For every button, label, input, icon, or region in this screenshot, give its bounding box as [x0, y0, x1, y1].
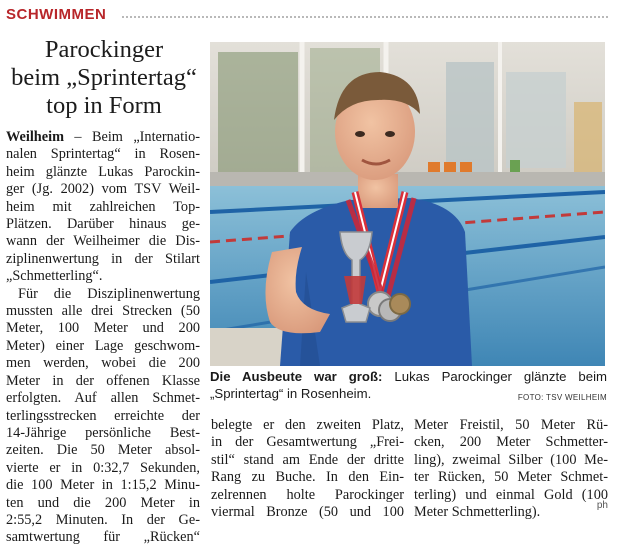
text-line: ger (Jg. 2002) vom TSV Weil-	[6, 181, 200, 198]
text-line: wann der Weilheimer die Dis-	[6, 233, 200, 250]
text-line: Rang zu Buche. In den Ein-	[211, 469, 404, 486]
text-line: Meter Freistil, 50 Meter Rü-	[414, 417, 608, 433]
article-column-3	[414, 417, 608, 521]
swimmer-photo-illustration	[210, 42, 605, 366]
text-line: ter Rücken, 50 Meter Schmet-	[414, 469, 608, 486]
caption-line: Die Ausbeute war groß: Lukas Parockinger glänzte beim	[210, 369, 607, 384]
text-line: ling), zweimal Silber (100 Me-	[414, 451, 608, 468]
photo-credit: FOTO: TSV WEILHEIM	[517, 393, 607, 402]
headline-line: Parockinger	[44, 36, 164, 63]
text-line: Plätzen. Darüber hinaus ge-	[6, 216, 200, 233]
article-column-1	[6, 129, 200, 547]
headline-line: top in Form	[46, 92, 162, 119]
text-line: „Schmetterling“.	[6, 268, 103, 285]
text-line: mussten alle drei Strecken (50	[6, 303, 200, 320]
text-line: viermal Bronze (50 und 100	[211, 504, 404, 521]
text-line: heim mit zahlreichen Top-	[6, 198, 200, 215]
caption-lead: Die Ausbeute war groß:	[210, 369, 383, 384]
text-line: Meter in der offenen Klasse	[6, 372, 200, 389]
text-line: 14-Jährige persönliche Best-	[6, 424, 200, 441]
text-line: ten und die 200 Meter in	[6, 494, 200, 511]
headline-line: beim „Sprintertag“	[11, 64, 197, 91]
text-line: Meter, 100 Meter und 200	[6, 320, 200, 337]
text-line: die 100 Meter in 1:15,2 Minu-	[6, 477, 200, 494]
text-line: belegte er den zweiten Platz,	[211, 417, 404, 433]
article-headline	[6, 36, 202, 120]
text-line: zelrennen holte Parockinger	[211, 486, 404, 503]
text-line: Meter) einer Lage geschwom-	[6, 337, 200, 354]
dateline: Weilheim	[6, 129, 64, 145]
text-line: 2:55,2 Minuten. In der Ge-	[6, 511, 200, 528]
author-initials: ph	[596, 500, 608, 511]
section-label: SCHWIMMEN	[6, 6, 107, 23]
article-column-2	[211, 417, 404, 521]
text-line: Weilheim – Beim „Internatio-	[6, 129, 200, 145]
text-line: heim glänzte Lukas Parockin-	[6, 163, 200, 180]
text-line: terlingsstrecken erreichte der	[6, 407, 200, 424]
text-line: men werden, wobei die 200	[6, 355, 200, 372]
section-divider	[122, 16, 608, 18]
caption-line: „Sprintertag“ in Rosenheim.	[210, 385, 372, 401]
article-photo	[210, 42, 605, 366]
text-line: erfolgten. Auf allen Schmet-	[6, 390, 200, 407]
text-line: in der Gesamtwertung „Frei-	[211, 434, 404, 451]
text-line: terling) und einmal Gold (100	[414, 486, 608, 503]
text-line: Für die Disziplinenwertung	[18, 285, 200, 302]
text-line: stil“ stand am Ende der dritte	[211, 451, 404, 468]
text-line: cken, 200 Meter Schmetter-	[414, 434, 608, 451]
text-line: nalen Sprintertag“ in Rosen-	[6, 146, 200, 163]
text-line: Meter Schmetterling).	[414, 504, 541, 521]
text-line: ziplinenwertung in der Stilart	[6, 250, 200, 267]
text-line: vierte er in 0:32,7 Sekunden,	[6, 459, 200, 476]
text-line: samtwertung für „Rücken“	[6, 529, 200, 546]
text-line: zeiten. Die 50 Meter absol-	[6, 442, 200, 459]
